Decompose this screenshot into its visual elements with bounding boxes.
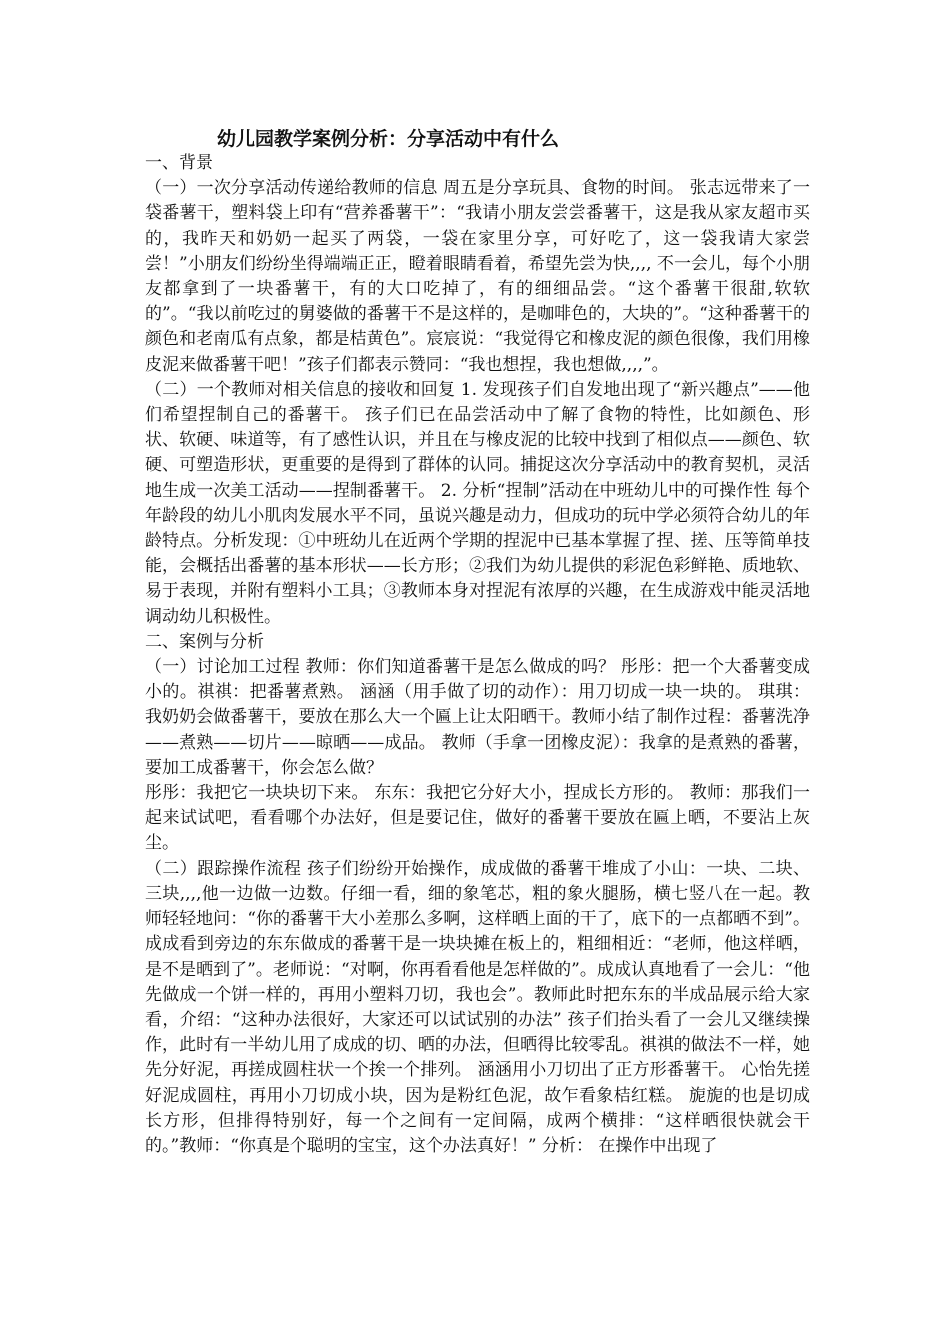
section-heading-case-analysis: 二、案例与分析 xyxy=(145,631,264,652)
paragraph-operation-tracking: （二）跟踪操作流程 孩子们纷纷开始操作，成成做的番薯干堆成了小山：一块、二块、三块,,,,他一边做一边数。仔细一看，细的象笔芯，粗的象火腿肠，横七竖八在一起。教师轻轻地问：“你的番薯干大小差那么多啊，这样晒上面的干了，底下的一点都晒不到”。 成成看到旁边的东东做成的番薯干是一块块摊在板上的，粗细相近：“老师，他这样晒，是不是晒到了”。老师说：“对啊，你再看看他是怎样做的”。成成认真地看了一会儿：“他先做成一个饼一样的，再用小塑料刀切，我也会”。教师此时把东东的半成品展示给大家看，介绍：“这种办法很好，大家还可以试试别的办法” 孩子们抬头看了一会儿又继续操作，此时有一半幼儿用了成成的切、晒的办法，但晒得比较零乱。祺祺的做法不一样，她先分好泥，再搓成圆柱状一个挨一个排列。 涵涵用小刀切出了正方形番薯干。 心怡先搓好泥成圆柱，再用小刀切成小块，因为是粉红色泥，故乍看象桔红糕。 旎旎的也是切成长方形，但排得特别好，每一个之间有一定间隔，成两个横排：“这样晒很快就会干的。”教师：“你真是个聪明的宝宝，这个办法真好！” 分析： 在操作中出现了 xyxy=(145,858,810,1156)
paragraph-discussion-process: （一）讨论加工过程 教师：你们知道番薯干是怎么做成的吗？ 彤彤：把一个大番薯变成小的。祺祺：把番薯煮熟。 涵涵（用手做了切的动作）：用刀切成一块一块的。 琪琪：我奶奶会做番薯干，要放在那么大一个匾上让太阳晒干。教师小结了制作过程：番薯洗净——煮熟——切片——晾晒——成品。 教师（手拿一团橡皮泥）：我拿的是煮熟的番薯，要加工成番薯干，你会怎么做？ xyxy=(145,657,810,778)
paragraph-children-answers: 彤彤：我把它一块块切下来。 东东：我把它分好大小，捏成长方形的。 教师：那我们一起来试试吧，看看哪个办法好，但是要记住，做好的番薯干要放在匾上晒，不要沾上灰尘。 xyxy=(145,783,810,854)
paragraph-teacher-response: （二）一个教师对相关信息的接收和回复 1. 发现孩子们自发地出现了“新兴趣点”——他们希望捏制自己的番薯干。 孩子们已在品尝活动中了解了食物的特性，比如颜色、形状、软硬、味道等，有了感性认识，并且在与橡皮泥的比较中找到了相似点——颜色、软硬、可塑造形状，更重要的是得到了群体的认同。捕捉这次分享活动中的教育契机，灵活地生成一次美工活动——捏制番薯干。 2. 分析“捏制”活动在中班幼儿中的可操作性 每个年龄段的幼儿小肌肉发展水平不同，虽说兴趣是动力，但成功的玩中学必须符合幼儿的年龄特点。分析发现：①中班幼儿在近两个学期的捏泥中已基本掌握了捏、搓、压等简单技能，会概括出番薯的基本形状——长方形；②我们为幼儿提供的彩泥色彩鲜艳、质地软、易于表现，并附有塑料小工具；③教师本身对捏泥有浓厚的兴趣，在生成游戏中能灵活地调动幼儿积极性。 xyxy=(145,379,810,627)
document-body xyxy=(145,127,810,1159)
document-title: 幼儿园教学案例分析：分享活动中有什么 xyxy=(217,128,560,150)
paragraph-sharing-activity: （一）一次分享活动传递给教师的信息 周五是分享玩具、食物的时间。 张志远带来了一袋番薯干，塑料袋上印有“营养番薯干”：“我请小朋友尝尝番薯干，这是我从家友超市买的，我昨天和奶奶一起买了两袋，一袋在家里分享，可好吃了，这一袋我请大家尝尝！”小朋友们纷纷坐得端端正正，瞪着眼睛看着，希望先尝为快,,,, 不一会儿，每个小朋友都拿到了一块番薯干，有的大口吃掉了，有的细细品尝。“这个番薯干很甜,软软的”。“我以前吃过的舅婆做的番薯干不是这样的，是咖啡色的，大块的”。“这种番薯干的颜色和老南瓜有点象，都是桔黄色”。宸宸说：“我觉得它和橡皮泥的颜色很像，我们用橡皮泥来做番薯干吧！”孩子们都表示赞同：“我也想捏，我也想做,,,,”。 xyxy=(145,178,810,375)
section-heading-background: 一、背景 xyxy=(145,153,213,173)
